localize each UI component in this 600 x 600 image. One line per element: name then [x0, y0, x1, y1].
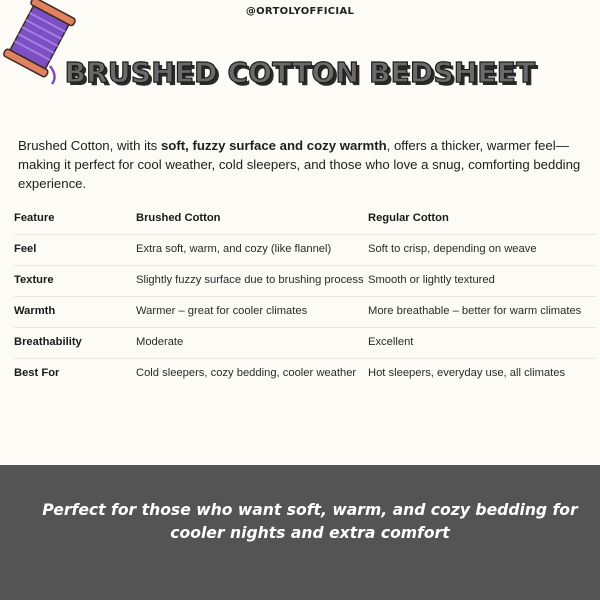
table-row: [14, 266, 596, 297]
header-brushed-cotton: Brushed Cotton: [136, 212, 221, 224]
regular-cell: More breathable – better for warm climates: [368, 305, 582, 317]
regular-cell: Soft to crisp, depending on weave: [368, 243, 537, 255]
feature-cell: Best For: [14, 367, 60, 379]
brushed-cell: Cold sleepers, cozy bedding, cooler weather: [136, 367, 357, 379]
brushed-cell: Extra soft, warm, and cozy (like flannel): [136, 243, 332, 255]
brushed-cell: Warmer – great for cooler climates: [136, 305, 308, 317]
header-feature: Feature: [14, 212, 55, 224]
feature-cell: Warmth: [14, 305, 56, 317]
intro-lead: Brushed Cotton, with its: [18, 138, 161, 153]
feature-cell: Texture: [14, 274, 54, 286]
feature-cell: Breathability: [14, 336, 82, 348]
feature-cell: Feel: [14, 243, 37, 255]
regular-cell: Smooth or lightly textured: [368, 274, 495, 286]
brushed-cell: Slightly fuzzy surface due to brushing process: [136, 274, 364, 286]
intro-rest: , offers a thicker, warmer feel—making it perfect for cool weather, cold sleepers, and those who love a snug, comforting bedding experience.: [18, 138, 581, 191]
intro-paragraph: [18, 136, 596, 193]
comparison-table: [14, 204, 596, 389]
table-header-row: [14, 204, 596, 235]
header-regular-cotton: Regular Cotton: [368, 212, 449, 224]
regular-cell: Hot sleepers, everyday use, all climates: [368, 367, 566, 379]
table-row: [14, 235, 596, 266]
table-row: [14, 359, 596, 389]
intro-bold: soft, fuzzy surface and cozy warmth: [160, 138, 387, 153]
regular-cell: Excellent: [368, 336, 414, 348]
table-row: [14, 328, 596, 359]
account-handle: @ORTOLYOFFICIAL: [245, 6, 355, 17]
table-row: [14, 297, 596, 328]
footer-tagline: Perfect for those who want soft, warm, and cozy bedding for cooler nights and extra comfort: [42, 501, 578, 542]
brushed-cell: Moderate: [136, 336, 184, 348]
page-title: BRUSHED COTTON BEDSHEET: [64, 56, 536, 89]
